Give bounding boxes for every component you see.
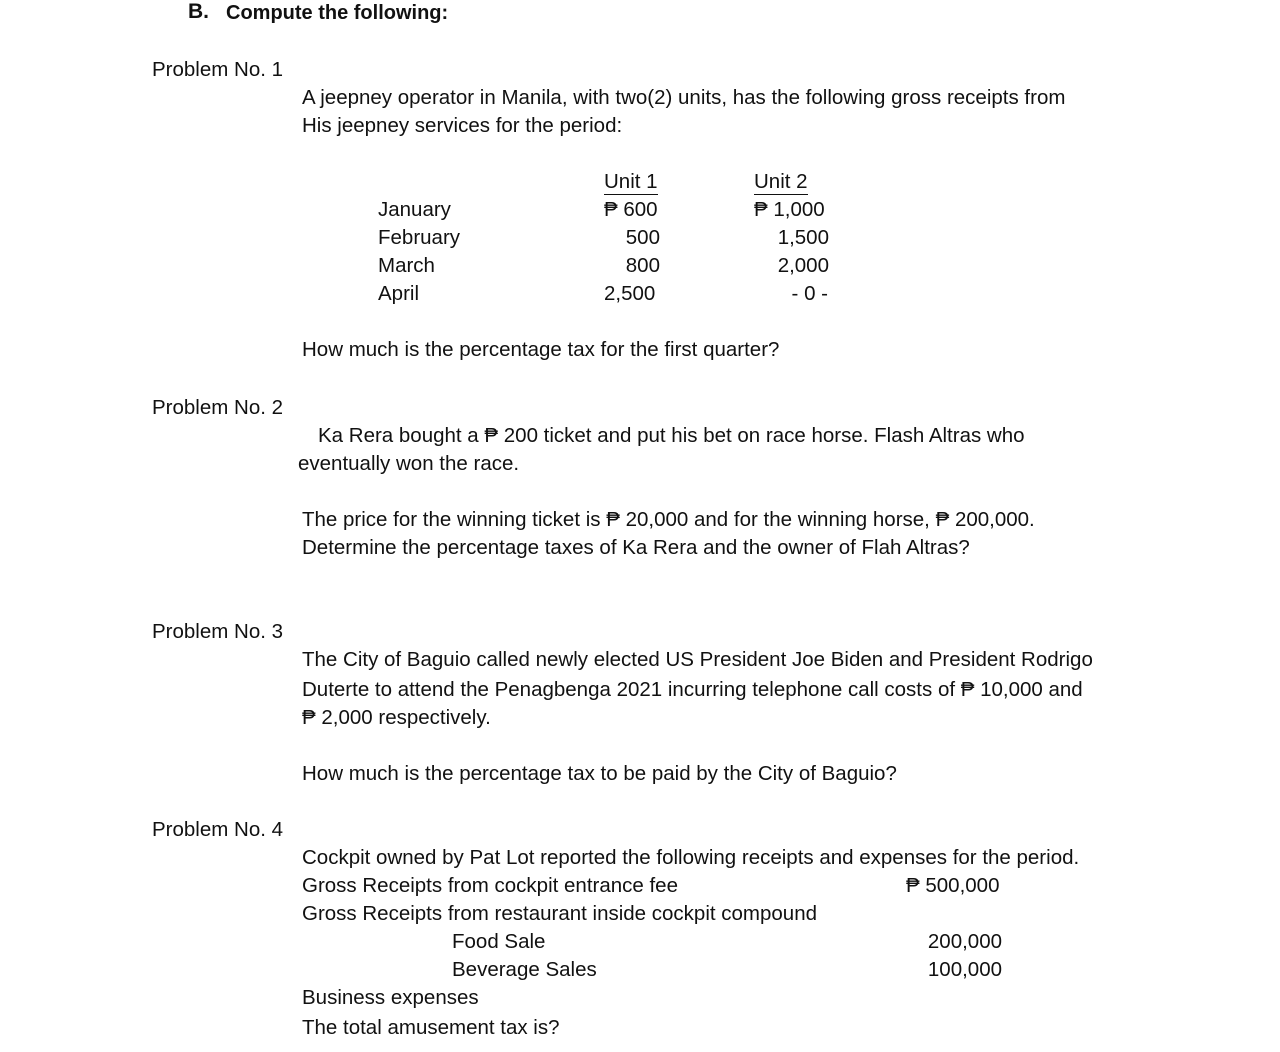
restaurant-label: Gross Receipts from restaurant inside cockpit compound bbox=[302, 902, 818, 925]
entrance-fee-label: Gross Receipts from cockpit entrance fee bbox=[302, 874, 678, 897]
unit-2-cell: - 0 - bbox=[791, 282, 828, 305]
food-sale-value: 200,000 bbox=[927, 930, 1002, 953]
problem-2-line-2: eventually won the race. bbox=[298, 452, 520, 475]
problem-3-line-3: ₱ 2,000 respectively. bbox=[302, 706, 491, 729]
unit-2-cell: 1,500 bbox=[777, 226, 829, 249]
month-cell: February bbox=[378, 226, 461, 249]
table-header-unit-1: Unit 1 bbox=[604, 170, 658, 193]
problem-2-line-4: Determine the percentage taxes of Ka Rera and the owner of Flah Altras? bbox=[302, 536, 970, 559]
beverage-sales-label: Beverage Sales bbox=[452, 958, 597, 981]
business-expenses-label: Business expenses bbox=[302, 986, 479, 1009]
unit-1-cell: 2,500 bbox=[604, 282, 656, 305]
unit-2-cell: ₱ 1,000 bbox=[754, 198, 825, 221]
unit-1-cell: 800 bbox=[625, 254, 660, 277]
month-cell: January bbox=[378, 198, 451, 221]
unit-1-cell: ₱ 600 bbox=[604, 198, 658, 221]
problem-1-label: Problem No. 1 bbox=[152, 58, 284, 81]
problem-4-intro: Cockpit owned by Pat Lot reported the following receipts and expenses for the period. bbox=[302, 846, 1080, 869]
problem-4-label: Problem No. 4 bbox=[152, 818, 284, 841]
food-sale-label: Food Sale bbox=[452, 930, 546, 953]
problem-4-question: The total amusement tax is? bbox=[302, 1016, 560, 1039]
problem-2-line-3: The price for the winning ticket is ₱ 20,000 and for the winning horse, ₱ 200,000. bbox=[302, 508, 1035, 531]
month-cell: March bbox=[378, 254, 435, 277]
unit-2-cell: 2,000 bbox=[777, 254, 829, 277]
problem-1-intro-line-1: A jeepney operator in Manila, with two(2) units, has the following gross receipts from bbox=[302, 86, 1066, 109]
problem-3-label: Problem No. 3 bbox=[152, 620, 284, 643]
month-cell: April bbox=[378, 282, 420, 305]
problem-3-question: How much is the percentage tax to be paid by the City of Baguio? bbox=[302, 762, 897, 785]
table-header-unit-2: Unit 2 bbox=[754, 170, 808, 193]
problem-2-line-1: Ka Rera bought a ₱ 200 ticket and put his bet on race horse. Flash Altras who bbox=[318, 424, 1025, 447]
section-letter: B. bbox=[188, 0, 209, 23]
beverage-sales-value: 100,000 bbox=[927, 958, 1002, 981]
unit-1-cell: 500 bbox=[625, 226, 660, 249]
problem-1-intro-line-2: His jeepney services for the period: bbox=[302, 114, 623, 137]
problem-2-label: Problem No. 2 bbox=[152, 396, 284, 419]
problem-3-line-2: Duterte to attend the Penagbenga 2021 incurring telephone call costs of ₱ 10,000 and bbox=[302, 678, 1083, 701]
problem-3-line-1: The City of Baguio called newly elected US President Joe Biden and President Rodrigo bbox=[302, 648, 1093, 671]
problem-1-question: How much is the percentage tax for the first quarter? bbox=[302, 338, 780, 361]
section-title: Compute the following: bbox=[226, 2, 449, 24]
entrance-fee-value: ₱ 500,000 bbox=[906, 874, 1000, 897]
